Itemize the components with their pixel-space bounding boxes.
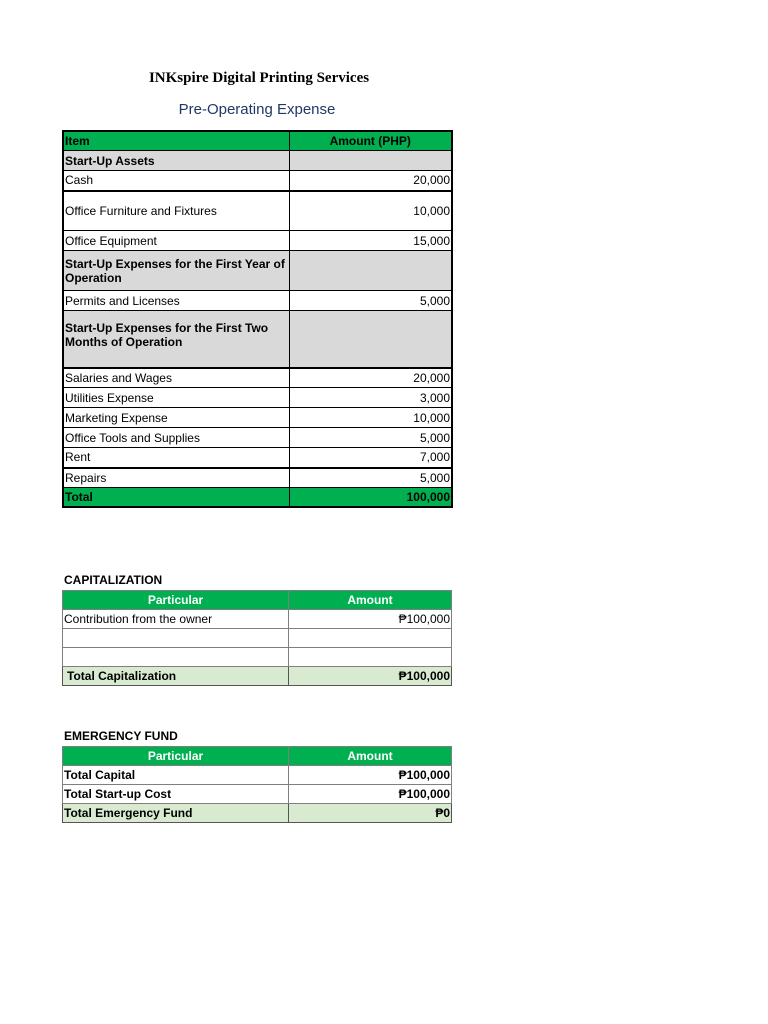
capitalization-table bbox=[62, 590, 452, 686]
column-header-amount: Amount bbox=[289, 747, 452, 766]
total-label: Total Capitalization bbox=[63, 667, 289, 686]
amount-cell: ₱100,000 bbox=[289, 610, 452, 629]
amount-cell: 10,000 bbox=[289, 191, 452, 231]
pre-operating-expense-table bbox=[62, 130, 453, 508]
table-row bbox=[63, 448, 452, 468]
amount-cell: 5,000 bbox=[289, 468, 452, 488]
item-cell: Rent bbox=[63, 448, 289, 468]
amount-cell: 5,000 bbox=[289, 291, 452, 311]
table-row bbox=[63, 171, 452, 191]
table-row bbox=[63, 468, 452, 488]
column-header-particular: Particular bbox=[63, 747, 289, 766]
table-row bbox=[63, 191, 452, 231]
table-row bbox=[63, 629, 452, 648]
table-row bbox=[63, 388, 452, 408]
item-cell: Office Equipment bbox=[63, 231, 289, 251]
total-row bbox=[63, 488, 452, 508]
table-row bbox=[63, 428, 452, 448]
amount-cell: ₱100,000 bbox=[289, 785, 452, 804]
total-row bbox=[63, 667, 452, 686]
table-header-row bbox=[63, 591, 452, 610]
table-row bbox=[63, 368, 452, 388]
table-row bbox=[63, 766, 452, 785]
page-title: Pre-Operating Expense bbox=[178, 101, 336, 118]
particular-cell: Total Capital bbox=[63, 766, 289, 785]
table-row bbox=[63, 231, 452, 251]
item-cell: Cash bbox=[63, 171, 289, 191]
item-cell: Permits and Licenses bbox=[63, 291, 289, 311]
amount-cell: 5,000 bbox=[289, 428, 452, 448]
section-row bbox=[63, 251, 452, 291]
particular-cell bbox=[63, 629, 289, 648]
total-amount: 100,000 bbox=[289, 488, 452, 508]
column-header-amount: Amount (PHP) bbox=[289, 131, 452, 151]
total-label: Total bbox=[63, 488, 289, 508]
section-label: Start-Up Assets bbox=[63, 151, 289, 171]
section-row bbox=[63, 311, 452, 368]
particular-cell: Total Start-up Cost bbox=[63, 785, 289, 804]
amount-cell: 20,000 bbox=[289, 368, 452, 388]
section-label: Start-Up Expenses for the First Year of Operation bbox=[63, 251, 289, 291]
table-row bbox=[63, 785, 452, 804]
total-row bbox=[63, 804, 452, 823]
amount-cell: 3,000 bbox=[289, 388, 452, 408]
amount-cell: 10,000 bbox=[289, 408, 452, 428]
amount-cell bbox=[289, 629, 452, 648]
amount-cell bbox=[289, 648, 452, 667]
company-name: INKspire Digital Printing Services bbox=[148, 70, 370, 86]
amount-cell: 20,000 bbox=[289, 171, 452, 191]
amount-cell: ₱100,000 bbox=[289, 766, 452, 785]
item-cell: Utilities Expense bbox=[63, 388, 289, 408]
item-cell: Salaries and Wages bbox=[63, 368, 289, 388]
item-cell: Marketing Expense bbox=[63, 408, 289, 428]
column-header-amount: Amount bbox=[289, 591, 452, 610]
table-header-row bbox=[63, 747, 452, 766]
amount-cell: 15,000 bbox=[289, 231, 452, 251]
section-label: Start-Up Expenses for the First Two Months of Operation bbox=[63, 311, 289, 368]
total-amount: ₱0 bbox=[289, 804, 452, 823]
item-cell: Office Furniture and Fixtures bbox=[63, 191, 289, 231]
particular-cell: Contribution from the owner bbox=[63, 610, 289, 629]
table-row bbox=[63, 408, 452, 428]
section-row bbox=[63, 151, 452, 171]
emergency-fund-heading: EMERGENCY FUND bbox=[64, 729, 178, 743]
amount-cell: 7,000 bbox=[289, 448, 452, 468]
table-row bbox=[63, 648, 452, 667]
item-cell: Office Tools and Supplies bbox=[63, 428, 289, 448]
table-header-row bbox=[63, 131, 452, 151]
particular-cell bbox=[63, 648, 289, 667]
emergency-fund-table bbox=[62, 746, 452, 823]
table-row bbox=[63, 610, 452, 629]
column-header-item: Item bbox=[63, 131, 289, 151]
total-label: Total Emergency Fund bbox=[63, 804, 289, 823]
table-row bbox=[63, 291, 452, 311]
item-cell: Repairs bbox=[63, 468, 289, 488]
capitalization-heading: CAPITALIZATION bbox=[64, 573, 163, 587]
column-header-particular: Particular bbox=[63, 591, 289, 610]
total-amount: ₱100,000 bbox=[289, 667, 452, 686]
